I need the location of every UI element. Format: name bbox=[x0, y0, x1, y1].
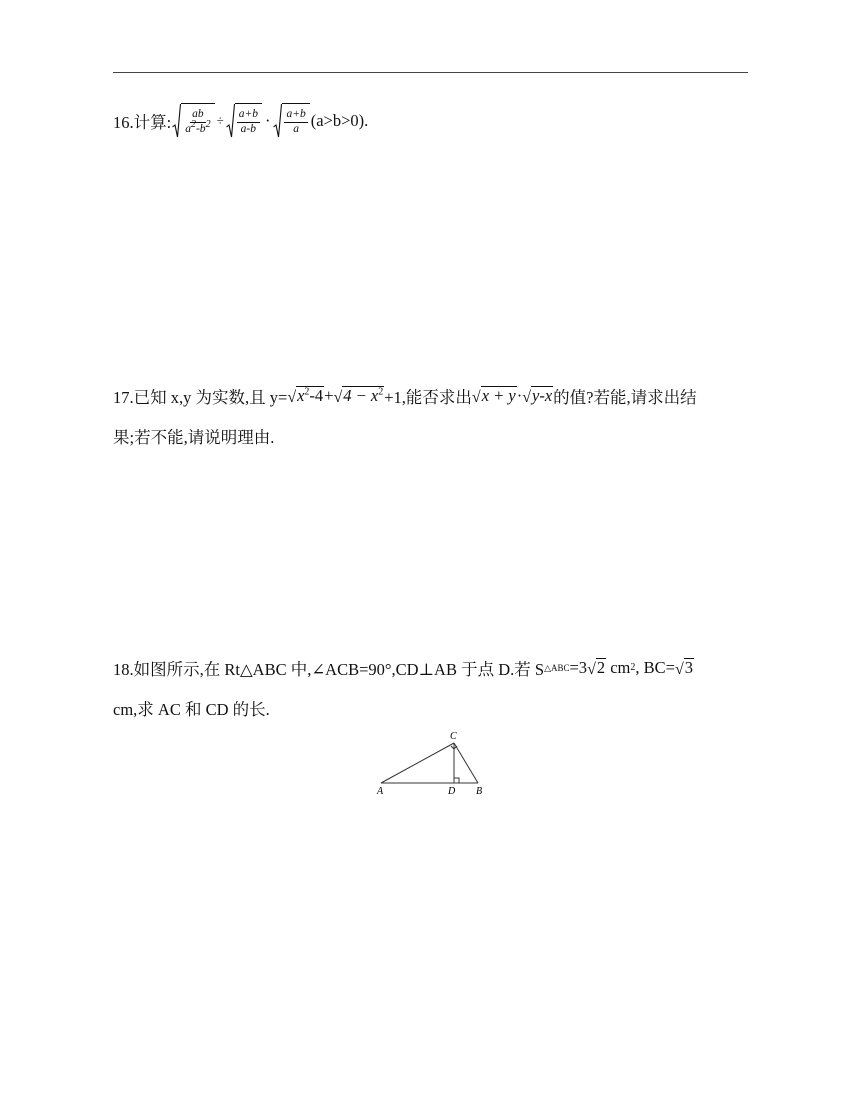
q18-text-4: , BC= bbox=[635, 658, 675, 677]
question-16 bbox=[113, 103, 368, 139]
q18-radical-2: √ 3 bbox=[674, 658, 693, 678]
q17-dot: · bbox=[516, 386, 523, 405]
q18-radical-1: √ 2 bbox=[587, 658, 606, 678]
segment-cb bbox=[454, 743, 478, 783]
q18-text-5: cm,求 AC 和 CD 的长. bbox=[113, 700, 270, 719]
q17-text-1: 17.已知 x,y 为实数,且 y= bbox=[113, 388, 288, 407]
q16-fraction-1: $\frac{ab}{a2-b2}$ bbox=[185, 108, 211, 135]
triangle-figure bbox=[370, 725, 500, 797]
q17-text-2: +1,能否求出 bbox=[384, 388, 472, 407]
q16-prefix: 16.计算: bbox=[113, 113, 172, 132]
q16-radical-2 bbox=[226, 103, 262, 139]
q17-radical-3: √ x + y bbox=[471, 386, 516, 406]
label-b: B bbox=[476, 786, 483, 797]
q16-fraction-3: $\frac{a+b}{a}$ bbox=[286, 108, 306, 135]
q17-radical-2: √ $4 - x^2$ bbox=[333, 386, 384, 406]
q17-text-4: 果;若不能,请说明理由. bbox=[113, 428, 275, 447]
q16-fraction-2: $\frac{a+b}{a-b}$ bbox=[238, 108, 258, 135]
q18-text-2: =3 bbox=[569, 658, 588, 677]
q16-divide: ÷ bbox=[216, 113, 224, 128]
label-c: C bbox=[450, 731, 457, 742]
header-rule bbox=[113, 72, 748, 73]
q17-plus: + bbox=[324, 386, 334, 405]
q18-text-1: 18.如图所示,在 Rt△ABC 中,∠ACB=90°,CD⊥AB 于点 D.若 S bbox=[113, 660, 545, 679]
q18-text-3: cm bbox=[606, 658, 631, 677]
q17-radical-4: √ y-x bbox=[522, 386, 553, 406]
question-17-line-1 bbox=[113, 384, 697, 408]
q17-text-3: 的值?若能,请求出结 bbox=[553, 388, 697, 407]
q16-dot: · bbox=[264, 111, 271, 130]
q16-radical-1 bbox=[172, 103, 214, 139]
question-17-line-2 bbox=[113, 424, 274, 448]
label-d: D bbox=[448, 786, 456, 797]
q16-radical-3 bbox=[273, 103, 309, 139]
question-18-line-1: 18.如图所示,在 Rt△ABC 中,∠ACB=90°,CD⊥AB 于点 D.若 S △ABC =3 √ 2 cm 2 , BC= √ 3 bbox=[113, 658, 693, 679]
label-a: A bbox=[377, 786, 384, 797]
question-18-line-2 bbox=[113, 696, 270, 720]
q17-radical-1: √ $x^2-4$ bbox=[287, 386, 324, 406]
right-angle-mark-d bbox=[454, 778, 459, 783]
segment-ac bbox=[381, 743, 454, 783]
q16-condition: (a>b>0). bbox=[310, 111, 369, 130]
